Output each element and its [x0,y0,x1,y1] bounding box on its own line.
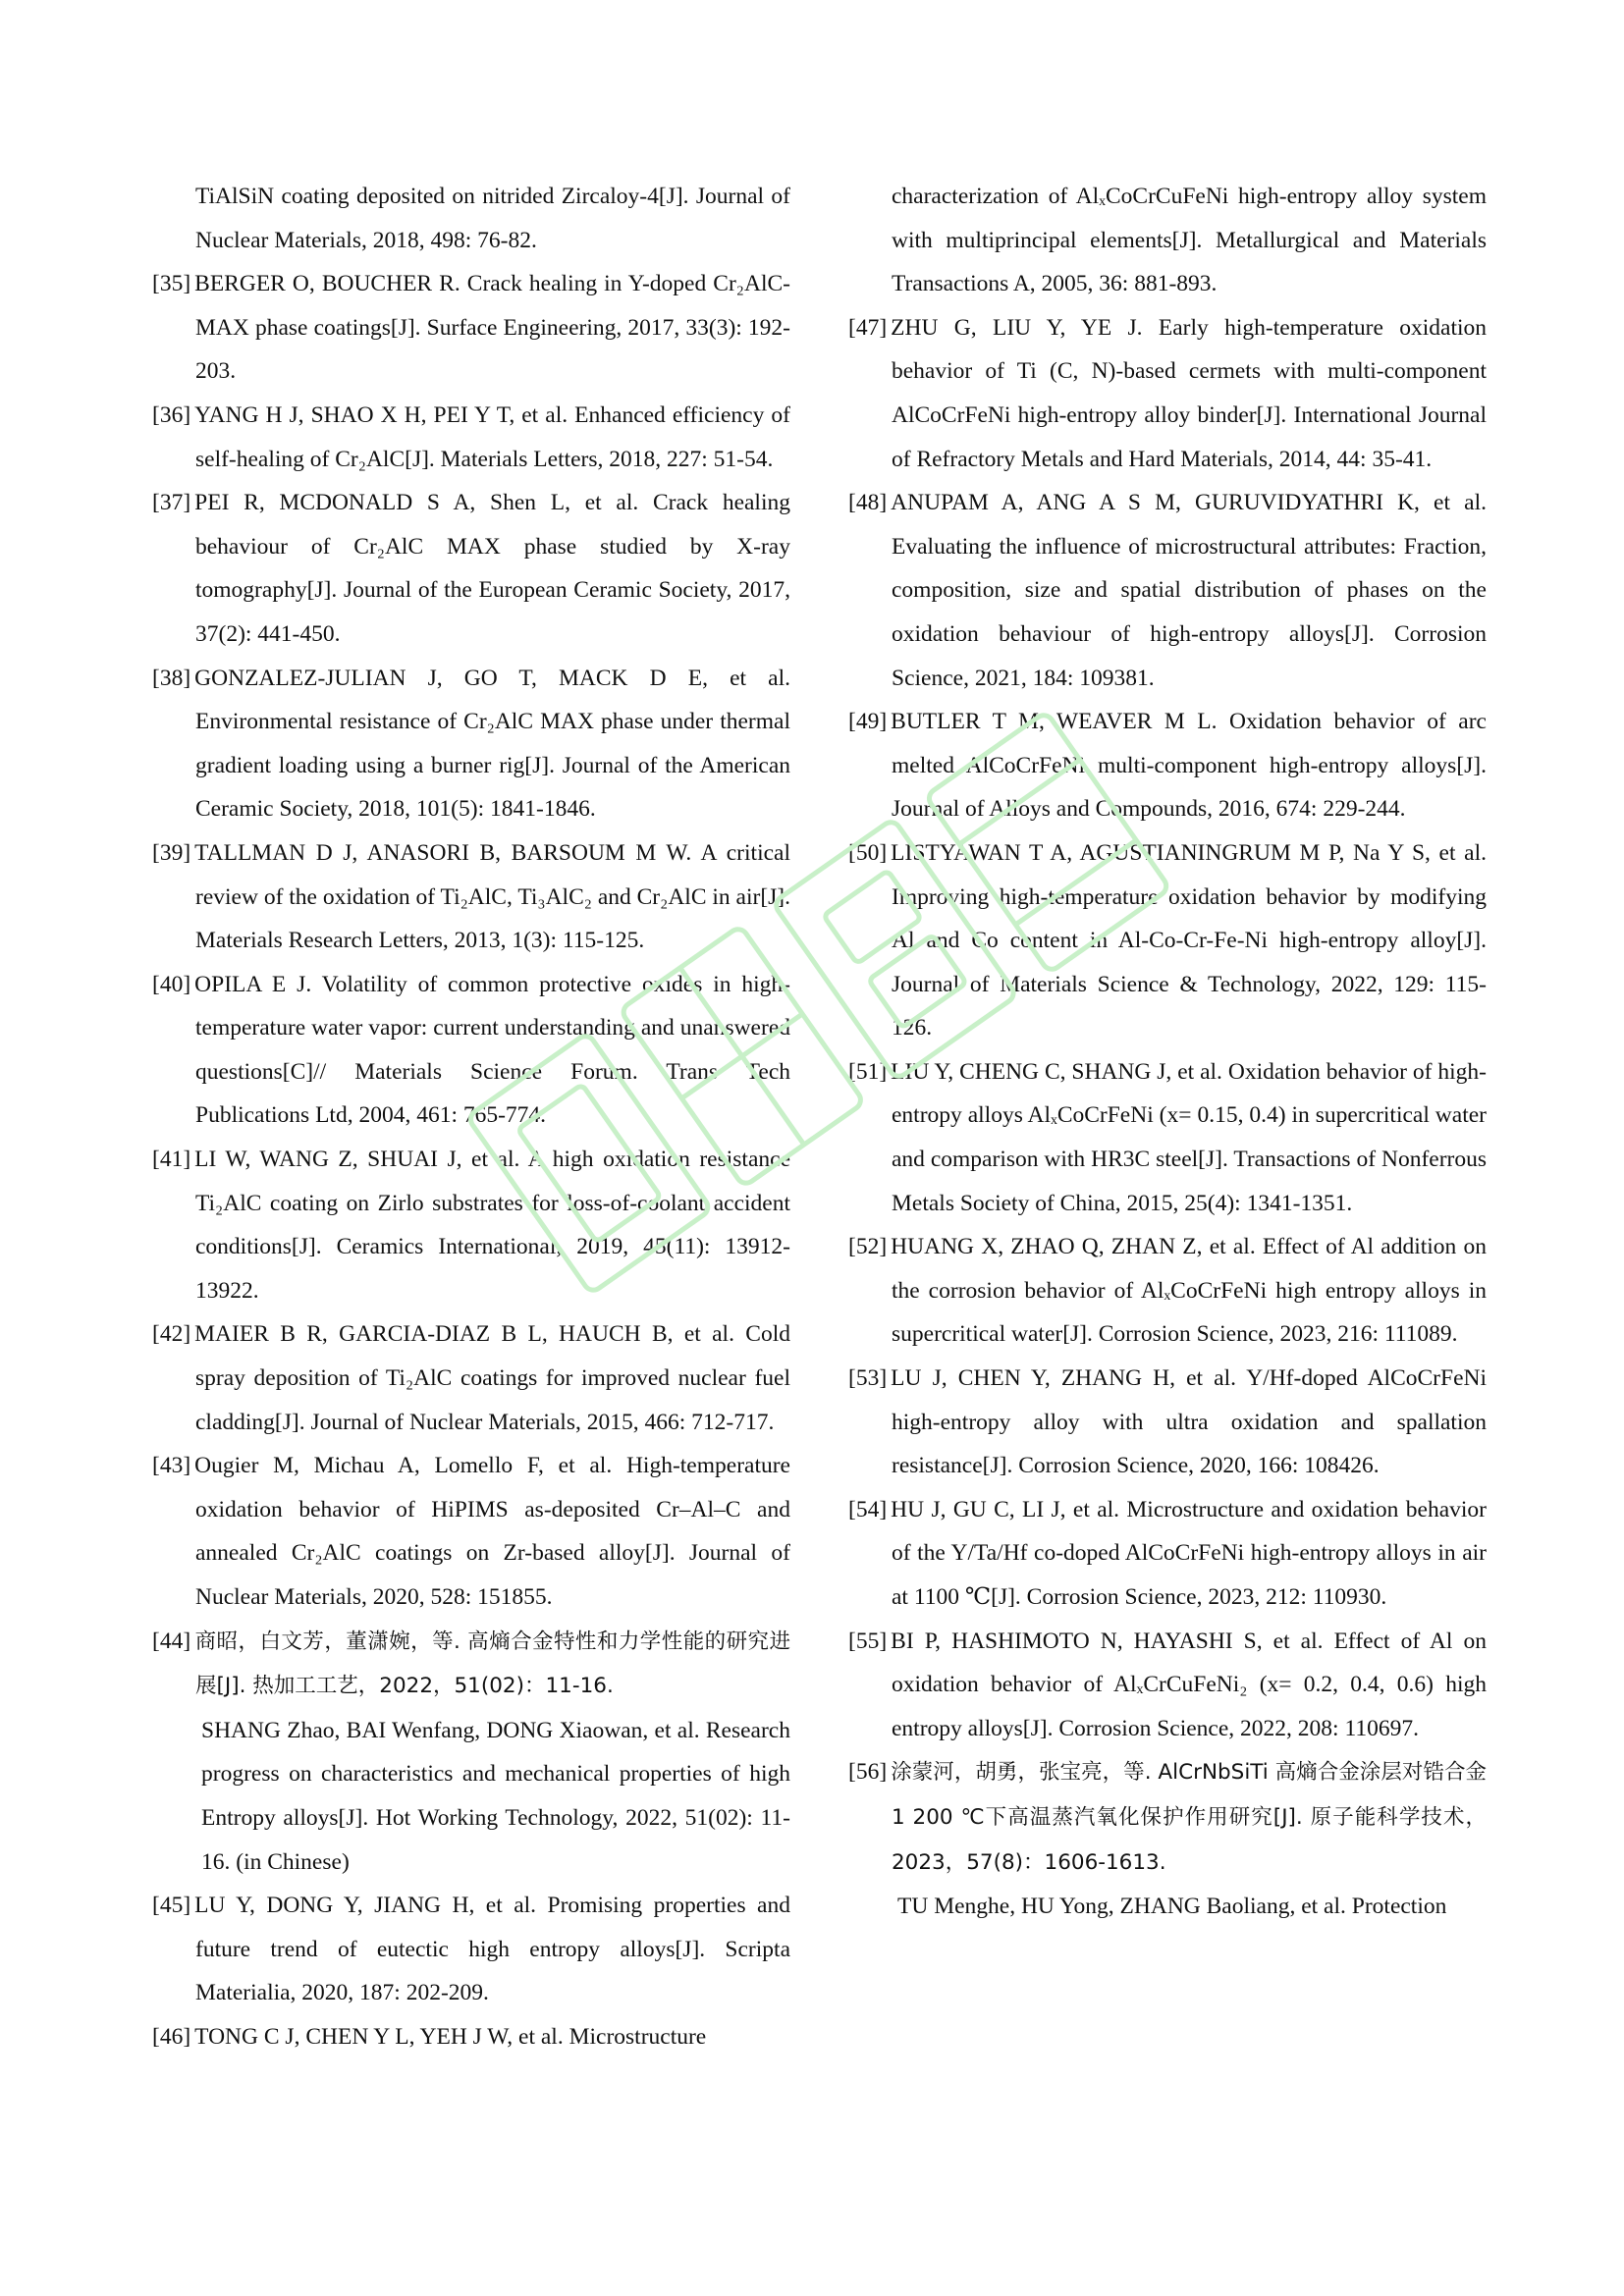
reference-number: [53] [848,1365,888,1392]
reference-number: [40] [152,971,191,997]
reference-text: TONG C J, CHEN Y L, YEH J W, et al. Microstructure [194,2023,707,2050]
reference-entry [848,1488,1487,1620]
reference-number: [36] [152,401,191,428]
reference-text: LIU Y, CHENG C, SHANG J, et al. Oxidation behavior of high-entropy alloys AlₓCoCrFeNi (x= 0.15, 0.4) in supercritical water and comparison with HR3C steel[J]. Transactions of Nonferrous Metals Society of China, 2015, 25(4): 1341-1351. [891,1058,1487,1216]
reference-entry [848,175,1487,306]
reference-number: [45] [152,1893,191,1919]
reference-text: HUANG X, ZHAO Q, ZHAN Z, et al. Effect of Al addition on the corrosion behavior of AlₓCoCrFeNi high entropy alloys in supercritical water[J]. Corrosion Science, 2023, 216: 111089. [891,1234,1487,1348]
reference-text: BI P, HASHIMOTO N, HAYASHI S, et al. Effect of Al on oxidation behavior of AlₓCrCuFeNi₂ (x= 0.2, 0.4, 0.6) high entropy alloys[J]. Corrosion Science, 2022, 208: 110697. [891,1628,1487,1741]
reference-number: [48] [848,490,888,516]
reference-entry [848,1750,1487,1928]
reference-text: BERGER O, BOUCHER R. Crack healing in Y-doped Cr₂AlC-MAX phase coatings[J]. Surface Engineering, 2017, 33(3): 192-203. [194,271,790,385]
reference-entry [152,2015,790,2059]
reference-number: [41] [152,1147,191,1173]
reference-text: OPILA E J. Volatility of common protective oxides in high-temperature water vapor: current understanding and unanswered questions[C]// Materials Science Forum. Trans Tech Publications Ltd, 2004, 461: 765-774. [194,971,790,1129]
reference-text: GONZALEZ-JULIAN J, GO T, MACK D E, et al. Environmental resistance of Cr₂AlC MAX phase under thermal gradient loading using a burner rig[J]. Journal of the American Ceramic Society, 2018, 101(5): 1841-1846. [194,665,790,823]
reference-number: [37] [152,490,191,516]
reference-text: ZHU G, LIU Y, YE J. Early high-temperature oxidation behavior of Ti (C, N)-based cermets with multi-component AlCoCrFeNi high-entropy alloy binder[J]. International Journal of Refractory Metals and Hard Materials, 2014, 44: 35-41. [891,314,1487,472]
reference-text: TALLMAN D J, ANASORI B, BARSOUM M W. A critical review of the oxidation of Ti₂AlC, Ti₃AlC₂ and Cr₂AlC in air[J]. Materials Research Letters, 2013, 1(3): 115-125. [194,839,790,954]
reference-entry [848,1357,1487,1488]
reference-entry [848,481,1487,700]
reference-text: PEI R, MCDONALD S A, Shen L, et al. Crack healing behaviour of Cr₂AlC MAX phase studied by X-ray tomography[J]. Journal of the European Ceramic Society, 2017, 37(2): 441-450. [194,490,790,647]
reference-number: [56] [848,1759,888,1786]
reference-text: Ougier M, Michau A, Lomello F, et al. High-temperature oxidation behavior of HiPIMS as-deposited Cr–Al–C and annealed Cr₂AlC coatings on Zr-based alloy[J]. Journal of Nuclear Materials, 2020, 528: 151855. [194,1453,790,1610]
reference-text: LU Y, DONG Y, JIANG H, et al. Promising properties and future trend of eutectic high entropy alloys[J]. Scripta Materialia, 2020, 187: 202-209. [194,1893,790,2006]
reference-number: [50] [848,839,888,866]
reference-text: characterization of AlₓCoCrCuFeNi high-entropy alloy system with multiprincipal elements[J]. Metallurgical and Materials Transactions A, 2005, 36: 881-893. [892,184,1487,297]
reference-entry [152,1138,790,1312]
reference-number: [42] [152,1321,191,1348]
reference-text: LI W, WANG Z, SHUAI J, et al. A high oxidation resistance Ti₂AlC coating on Zirlo substrates for loss-of-coolant accident conditions[J]. Ceramics International, 2019, 45(11): 13912-13922. [194,1147,790,1304]
reference-number: [52] [848,1234,888,1260]
reference-text: MAIER B R, GARCIA-DIAZ B L, HAUCH B, et al. Cold spray deposition of Ti₂AlC coatings for improved nuclear fuel cladding[J]. Journal of Nuclear Materials, 2015, 466: 712-717. [194,1321,790,1435]
reference-entry [848,700,1487,831]
reference-text: 涂蒙河，胡勇，张宝亮，等. AlCrNbSiTi 高熵合金涂层对锆合金 1 200 ℃下高温蒸汽氧化保护作用研究[J]. 原子能科学技术，2023，57(8)：1606-1613. [891,1760,1487,1875]
reference-entry [152,481,790,656]
reference-entry [848,831,1487,1050]
reference-entry [848,1225,1487,1357]
right-reference-column [848,175,1487,1929]
reference-entry [152,963,790,1138]
reference-number: [51] [848,1058,888,1085]
reference-entry [152,394,790,481]
reference-entry [152,831,790,963]
reference-entry [152,657,790,831]
reference-number: [46] [152,2023,191,2050]
reference-entry [848,1620,1487,1751]
reference-number: [47] [848,314,888,341]
reference-number: [49] [848,709,888,735]
left-reference-column [152,175,790,2059]
reference-text: 商昭，白文芳，董潇婉，等. 高熵合金特性和力学性能的研究进展[J]. 热加工工艺，2022，51(02)：11-16. [194,1629,790,1699]
reference-entry [152,262,790,394]
reference-entry [152,175,790,262]
reference-translation: SHANG Zhao, BAI Wenfang, DONG Xiaowan, et al. Research progress on characteristics and mechanical properties of high Entropy alloys[J]. Hot Working Technology, 2022, 51(02): 11-16. (in Chinese) [201,1717,790,1875]
reference-text: LU J, CHEN Y, ZHANG H, et al. Y/Hf-doped AlCoCrFeNi high-entropy alloy with ultra oxidation and spallation resistance[J]. Corrosion Science, 2020, 166: 108426. [891,1365,1487,1479]
reference-text: HU J, GU C, LI J, et al. Microstructure and oxidation behavior of the Y/Ta/Hf co-doped AlCoCrFeNi high-entropy alloys in air at 1100 ℃[J]. Corrosion Science, 2023, 212: 110930. [891,1496,1487,1610]
reference-entry [152,1312,790,1444]
reference-text: LISTYAWAN T A, AGUSTIANINGRUM M P, Na Y S, et al. Improving high-temperature oxidation behavior by modifying Al and Co content in Al-Co-Cr-Fe-Ni high-entropy alloy[J]. Journal of Materials Science & Technology, 2022, 129: 115-126. [891,839,1487,1041]
reference-entry [848,1050,1487,1225]
reference-number: [38] [152,665,191,691]
reference-text: YANG H J, SHAO X H, PEI Y T, et al. Enhanced efficiency of self-healing of Cr₂AlC[J]. Materials Letters, 2018, 227: 51-54. [194,401,790,472]
reference-entry [152,1884,790,2015]
reference-number: [55] [848,1628,888,1654]
reference-entry [152,1620,790,1885]
reference-translation: TU Menghe, HU Yong, ZHANG Baoliang, et al. Protection [897,1894,1447,1920]
reference-entry [152,1444,790,1619]
reference-number: [44] [152,1628,191,1654]
reference-text: BUTLER T M, WEAVER M L. Oxidation behavior of arc melted AlCoCrFeNi multi-component high-entropy alloys[J]. Journal of Alloys and Compounds, 2016, 674: 229-244. [891,709,1487,823]
reference-text: TiAlSiN coating deposited on nitrided Zircaloy-4[J]. Journal of Nuclear Materials, 2018, 498: 76-82. [195,184,790,253]
reference-entry [848,306,1487,481]
reference-number: [35] [152,271,191,297]
reference-number: [43] [152,1453,191,1479]
reference-number: [39] [152,839,191,866]
reference-text: ANUPAM A, ANG A S M, GURUVIDYATHRI K, et al. Evaluating the influence of microstructural attributes: Fraction, composition, size and spatial distribution of phases on the oxidation behaviour of high-entropy alloys[J]. Corrosion Science, 2021, 184: 109381. [891,490,1487,691]
reference-number: [54] [848,1496,888,1522]
